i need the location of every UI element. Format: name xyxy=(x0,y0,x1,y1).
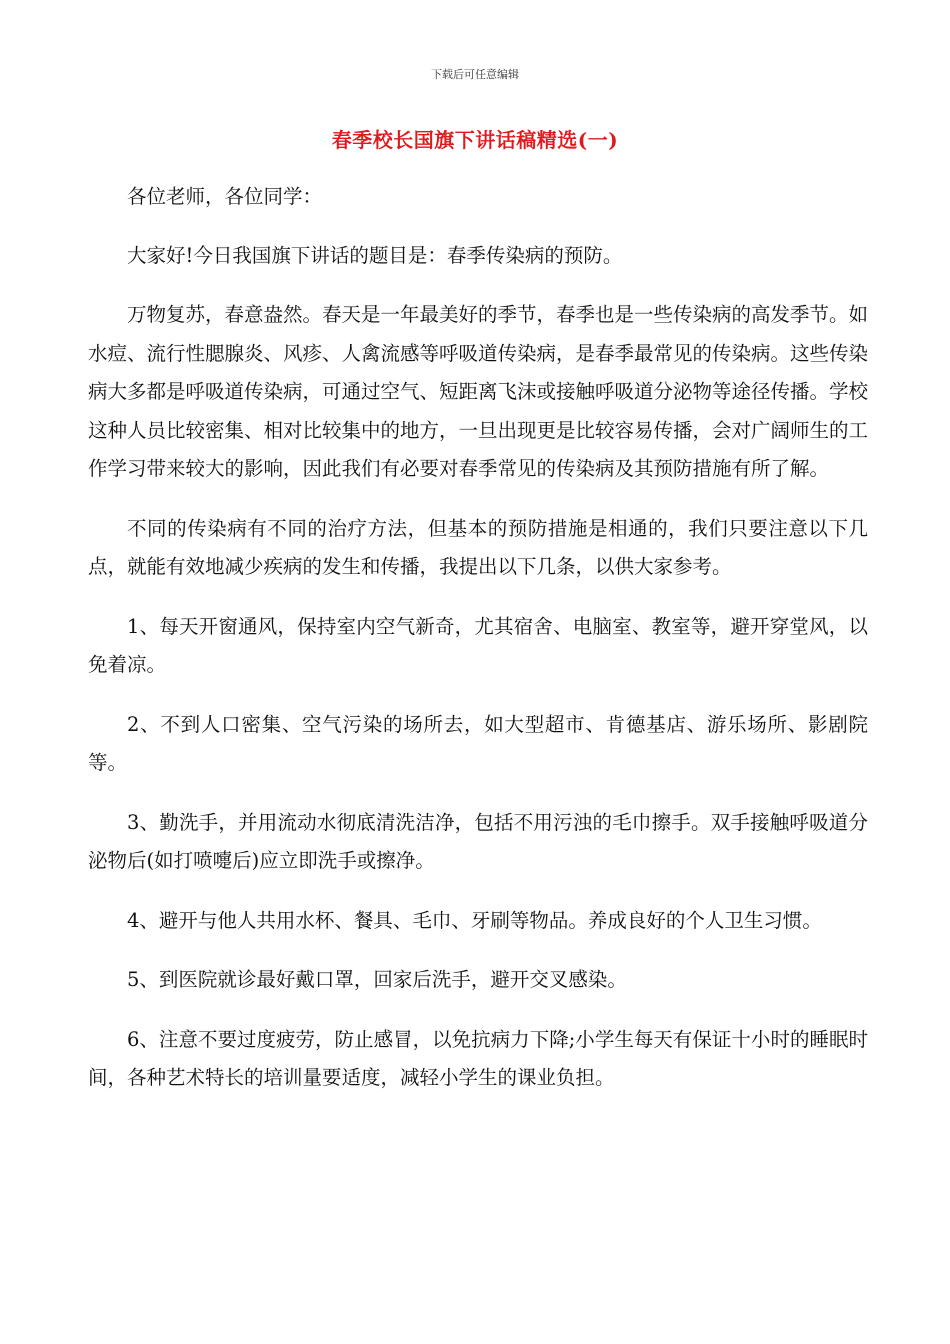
greeting-paragraph: 各位老师，各位同学： xyxy=(127,185,323,208)
list-item-paragraph: 4、避开与他人共用水杯、餐具、毛巾、牙刷等物品。养成良好的个人卫生习惯。 xyxy=(127,908,822,932)
page-header-note: 下载后可任意编辑 xyxy=(431,68,519,81)
intro-paragraph: 大家好!今日我国旗下讲话的题目是：春季传染病的预防。 xyxy=(127,243,623,267)
list-item-paragraph: 5、到医院就诊最好戴口罩，回家后洗手，避开交叉感染。 xyxy=(127,968,627,991)
document-body xyxy=(88,178,868,1119)
list-item-paragraph: 1、每天开窗通风，保持室内空气新奇，尤其宿舍、电脑室、教室等，避开穿堂风，以免着凉。 xyxy=(88,614,868,676)
body-paragraph: 万物复苏，春意盎然。春天是一年最美好的季节，春季也是一些传染病的高发季节。如水痘、流行性腮腺炎、风疹、人禽流感等呼吸道传染病，是春季最常见的传染病。这些传染病大多都是呼吸道传染病，可通过空气、短距离飞沫或接触呼吸道分泌物等途径传播。学校这种人员比较密集、相对比较集中的地方，一旦出现更是比较容易传播，会对广阔师生的工作学习带来较大的影响，因此我们有必要对春季常见的传染病及其预防措施有所了解。 xyxy=(88,303,869,480)
list-item-paragraph: 2、不到人口密集、空气污染的场所去，如大型超市、肯德基店、游乐场所、影剧院等。 xyxy=(88,712,868,774)
document-title: 春季校长国旗下讲话稿精选(一) xyxy=(331,128,619,152)
list-item-paragraph: 6、注意不要过度疲劳，防止感冒，以免抗病力下降;小学生每天有保证十小时的睡眠时间，各种艺术特长的培训量要适度，减轻小学生的课业负担。 xyxy=(88,1027,868,1089)
list-item-paragraph: 3、勤洗手，并用流动水彻底清洗洁净，包括不用污浊的毛巾擦手。双手接触呼吸道分泌物后(如打喷嚏后)应立即洗手或擦净。 xyxy=(88,810,868,872)
body-paragraph: 不同的传染病有不同的治疗方法，但基本的预防措施是相通的，我们只要注意以下几点，就能有效地减少疾病的发生和传播，我提出以下几条，以供大家参考。 xyxy=(88,516,868,578)
